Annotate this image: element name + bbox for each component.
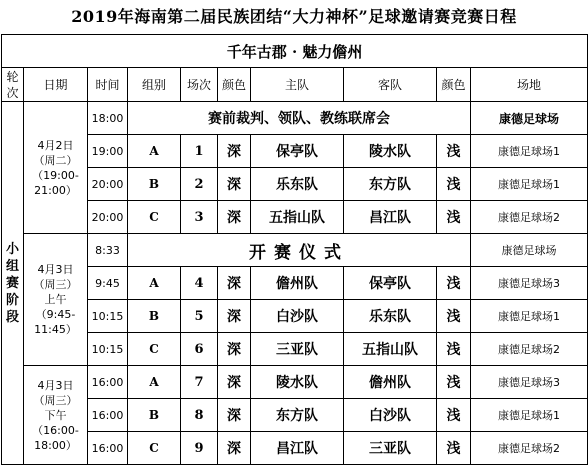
- match-no: 3: [181, 201, 218, 234]
- match-venue: 康德足球场2: [471, 333, 588, 366]
- table-row: [2, 201, 588, 234]
- home-team: 五指山队: [251, 201, 344, 234]
- date-line: 18:00）: [34, 438, 77, 452]
- home-color: 深: [218, 168, 251, 201]
- date-line: 下午: [44, 408, 67, 422]
- match-no: 6: [181, 333, 218, 366]
- event-row-meeting: [2, 102, 588, 135]
- away-color: 浅: [437, 267, 471, 300]
- date-cell-3: [24, 366, 88, 465]
- date-line: （16:00-: [32, 423, 79, 437]
- match-no: 2: [181, 168, 218, 201]
- away-color: 浅: [437, 135, 471, 168]
- match-group: A: [128, 366, 181, 399]
- match-no: 8: [181, 399, 218, 432]
- home-team: 三亚队: [251, 333, 344, 366]
- match-group: A: [128, 135, 181, 168]
- date-line: 11:45）: [34, 323, 77, 336]
- home-team: 儋州队: [251, 267, 344, 300]
- header-row: [2, 68, 588, 102]
- table-row: [2, 300, 588, 333]
- home-color: 深: [218, 432, 251, 465]
- match-group: B: [128, 168, 181, 201]
- match-time: 10:15: [88, 333, 128, 366]
- match-group: C: [128, 333, 181, 366]
- home-color: 深: [218, 333, 251, 366]
- header-away: 客队: [344, 68, 437, 102]
- date-line: （9:45-: [35, 308, 76, 321]
- home-team: 保亭队: [251, 135, 344, 168]
- date-line: 4月2日: [37, 138, 74, 152]
- header-home-color: 颜色: [218, 68, 251, 102]
- home-team: 东方队: [251, 399, 344, 432]
- document-title: 2019年海南第二届民族团结“大力神杯”足球邀请赛竞赛日程: [71, 7, 517, 26]
- home-color: 深: [218, 135, 251, 168]
- match-venue: 康德足球场3: [471, 366, 588, 399]
- match-venue: 康德足球场1: [471, 300, 588, 333]
- event-label: 开赛仪式: [128, 234, 471, 267]
- date-cell-1: [24, 102, 88, 234]
- event-time: 8:33: [88, 234, 128, 267]
- away-team: 白沙队: [344, 399, 437, 432]
- home-team: 陵水队: [251, 366, 344, 399]
- match-venue: 康德足球场3: [471, 267, 588, 300]
- header-venue: 场地: [471, 68, 588, 102]
- match-time: 20:00: [88, 168, 128, 201]
- date-line: （周三）: [33, 393, 78, 407]
- table-row: [2, 267, 588, 300]
- match-venue: 康德足球场1: [471, 399, 588, 432]
- away-team: 陵水队: [344, 135, 437, 168]
- event-label: 赛前裁判、领队、教练联席会: [128, 102, 471, 135]
- away-team: 五指山队: [344, 333, 437, 366]
- date-line: （19:00-: [32, 168, 79, 182]
- match-no: 1: [181, 135, 218, 168]
- date-line: 21:00）: [34, 183, 77, 197]
- table-row: [2, 432, 588, 465]
- date-line: 4月3日: [37, 263, 74, 276]
- table-row: [2, 399, 588, 432]
- event-time: 18:00: [88, 102, 128, 135]
- away-color: 浅: [437, 168, 471, 201]
- match-no: 9: [181, 432, 218, 465]
- away-color: 浅: [437, 366, 471, 399]
- date-line: 上午: [44, 293, 67, 306]
- home-color: 深: [218, 399, 251, 432]
- table-row: [2, 366, 588, 399]
- header-time: 时间: [88, 68, 128, 102]
- match-time: 19:00: [88, 135, 128, 168]
- away-team: 保亭队: [344, 267, 437, 300]
- match-group: B: [128, 399, 181, 432]
- subtitle-row: [2, 35, 588, 68]
- header-date: 日期: [24, 68, 88, 102]
- table-row: [2, 333, 588, 366]
- match-group: C: [128, 201, 181, 234]
- match-time: 20:00: [88, 201, 128, 234]
- date-line: 4月3日: [37, 378, 74, 392]
- home-color: 深: [218, 300, 251, 333]
- schedule-table: [1, 34, 588, 465]
- match-time: 16:00: [88, 399, 128, 432]
- away-color: 浅: [437, 201, 471, 234]
- match-venue: 康德足球场1: [471, 168, 588, 201]
- away-team: 昌江队: [344, 201, 437, 234]
- home-team: 白沙队: [251, 300, 344, 333]
- table-row: [2, 135, 588, 168]
- away-color: 浅: [437, 399, 471, 432]
- home-team: 昌江队: [251, 432, 344, 465]
- event-venue: 康德足球场: [471, 102, 588, 135]
- match-time: 16:00: [88, 432, 128, 465]
- match-no: 5: [181, 300, 218, 333]
- subtitle: 千年古郡 · 魅力儋州: [2, 35, 588, 68]
- match-time: 9:45: [88, 267, 128, 300]
- away-team: 儋州队: [344, 366, 437, 399]
- match-group: B: [128, 300, 181, 333]
- stage-label: 小组赛阶段: [5, 241, 19, 325]
- away-color: 浅: [437, 300, 471, 333]
- match-venue: 康德足球场2: [471, 201, 588, 234]
- match-time: 16:00: [88, 366, 128, 399]
- date-line: （周三）: [33, 278, 78, 291]
- header-match-no: 场次: [181, 68, 218, 102]
- stage-cell: [2, 102, 24, 465]
- header-group: 组别: [128, 68, 181, 102]
- home-team: 乐东队: [251, 168, 344, 201]
- match-group: C: [128, 432, 181, 465]
- away-color: 浅: [437, 432, 471, 465]
- home-color: 深: [218, 267, 251, 300]
- away-team: 三亚队: [344, 432, 437, 465]
- match-no: 7: [181, 366, 218, 399]
- table-row: [2, 168, 588, 201]
- date-cell-2: [24, 234, 88, 366]
- header-away-color: 颜色: [437, 68, 471, 102]
- away-team: 乐东队: [344, 300, 437, 333]
- home-color: 深: [218, 366, 251, 399]
- match-venue: 康德足球场1: [471, 135, 588, 168]
- home-color: 深: [218, 201, 251, 234]
- header-stage: 轮次: [2, 68, 24, 102]
- away-color: 浅: [437, 333, 471, 366]
- date-line: （周二）: [33, 153, 78, 167]
- match-time: 10:15: [88, 300, 128, 333]
- away-team: 东方队: [344, 168, 437, 201]
- match-no: 4: [181, 267, 218, 300]
- header-home: 主队: [251, 68, 344, 102]
- match-group: A: [128, 267, 181, 300]
- event-venue: 康德足球场: [471, 234, 588, 267]
- match-venue: 康德足球场2: [471, 432, 588, 465]
- event-row-ceremony: [2, 234, 588, 267]
